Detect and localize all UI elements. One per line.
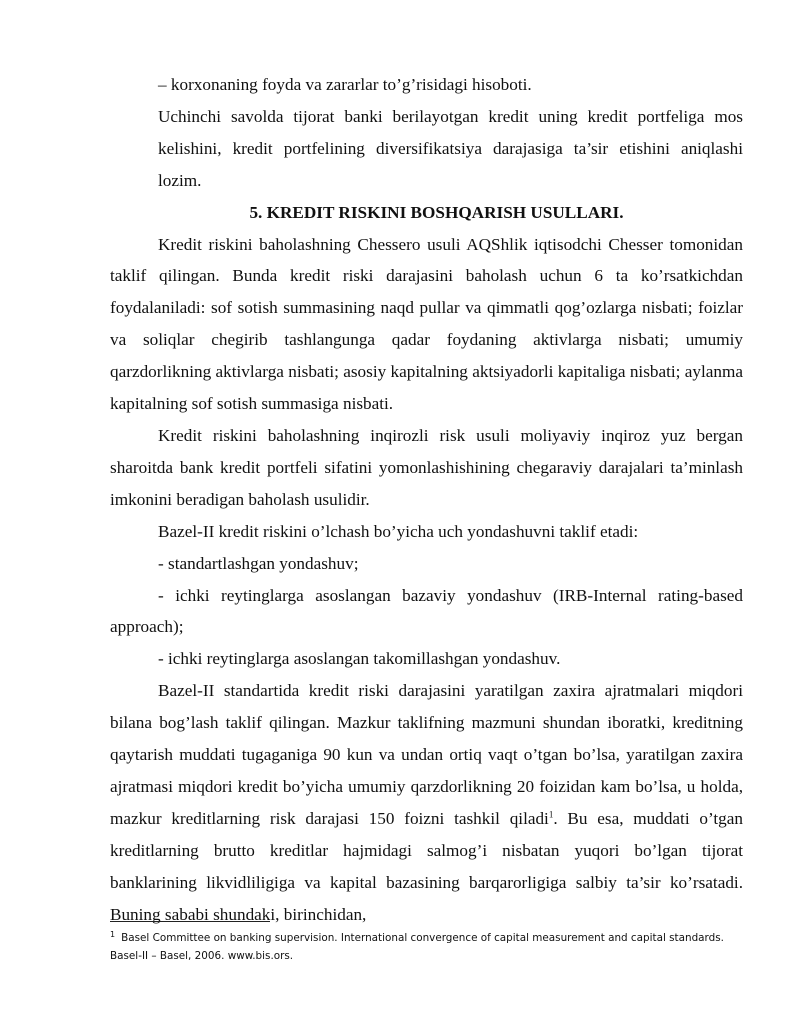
paragraph-basel-standard — [110, 675, 743, 930]
paragraph-crisis-risk-method: Kredit riskini baholashning inqirozli risk usuli moliyaviy inqiroz yuz bergan sharoitda bank kredit portfeli sifatini yomonlashishining chegaraviy darajalari ta’minlash imkonini beradigan baholash usulidir. — [110, 425, 743, 509]
footnote — [110, 929, 746, 965]
paragraph-report-item: – korxonaning foyda va zararlar to’g’risidagi hisoboti. — [158, 75, 532, 94]
paragraph-basel-approaches: Bazel-II kredit riskini o’lchash bo’yicha uch yondashuvni taklif etadi: — [158, 521, 639, 541]
list-item-standardized: - standartlashgan yondashuv; — [158, 553, 359, 573]
footnote-mark: 1 — [110, 929, 116, 939]
paragraph-basel-standard-continuation: . Bu esa, muddati o’tgan kreditlarning brutto kreditlar hajmidagi salmog’i nisbatan yuqori bo’lgan tijorat banklarining likvidliligiga va kapital bazasining barqarorligiga salbiy ta’sir ko’rsatadi. Buning sababi shundaki, birinchidan, — [110, 808, 743, 924]
paragraph-chesser-method: Kredit riskini baholashning Chessero usuli AQShlik iqtisodchi Chesser tomonidan taklif qilingan. Bunda kredit riski darajasini baholash uchun 6 ta ko’rsatkichdan foydalaniladi: sof sotish summasining naqd pullar va qimmatli qog’ozlarga nisbati; foizlar va soliqlar chegirib tashlangunga qadar foydaning aktivlarga nisbati; umumiy qarzdorlikning aktivlarga nisbati; asosiy kapitalning aktsiyadorli kapitaliga nisbati; aylanma kapitalning sof sotish summasiga nisbati. — [110, 234, 743, 414]
paragraph-basel-standard-text: Bazel-II standartida kredit riski darajasini yaratilgan zaxira ajratmalari miqdori bilana bog’lash taklif qilingan. Mazkur taklifning mazmuni shundan iboratki, kreditning qaytarish muddati tugaganiga 90 kun va undan ortiq vaqt o’tgan bo’lsa, yaratilgan zaxira ajratmasi miqdori kredit bo’yicha umumiy qarzdorlikning 20 foizidan kam bo’lsa, u holda, mazkur kreditlarning risk darajasi 150 foizni tashkil qiladi — [110, 681, 743, 828]
document-body — [110, 69, 743, 930]
footnote-reference: 1 — [548, 809, 554, 820]
list-item-irb-advanced: - ichki reytinglarga asoslangan takomillashgan yondashuv. — [158, 649, 561, 669]
list-item-irb-foundation: - ichki reytinglarga asoslangan bazaviy yondashuv (IRB-Internal rating-based approach); — [110, 585, 743, 637]
footnote-separator — [110, 921, 270, 922]
footnote-text: Basel Committee on banking supervision. International convergence of capital measurement and capital standards. Basel-II – Basel, 2006. www.bis.ors. — [110, 932, 724, 962]
section-heading: 5. KREDIT RISKINI BOSHQARISH USULLARI. — [249, 202, 624, 222]
paragraph-third-question: Uchinchi savolda tijorat banki berilayotgan kredit uning kredit portfeliga mos kelishini, kredit portfelining diversifikatsiya darajasiga ta’sir etishini aniqlashi lozim. — [158, 106, 743, 190]
